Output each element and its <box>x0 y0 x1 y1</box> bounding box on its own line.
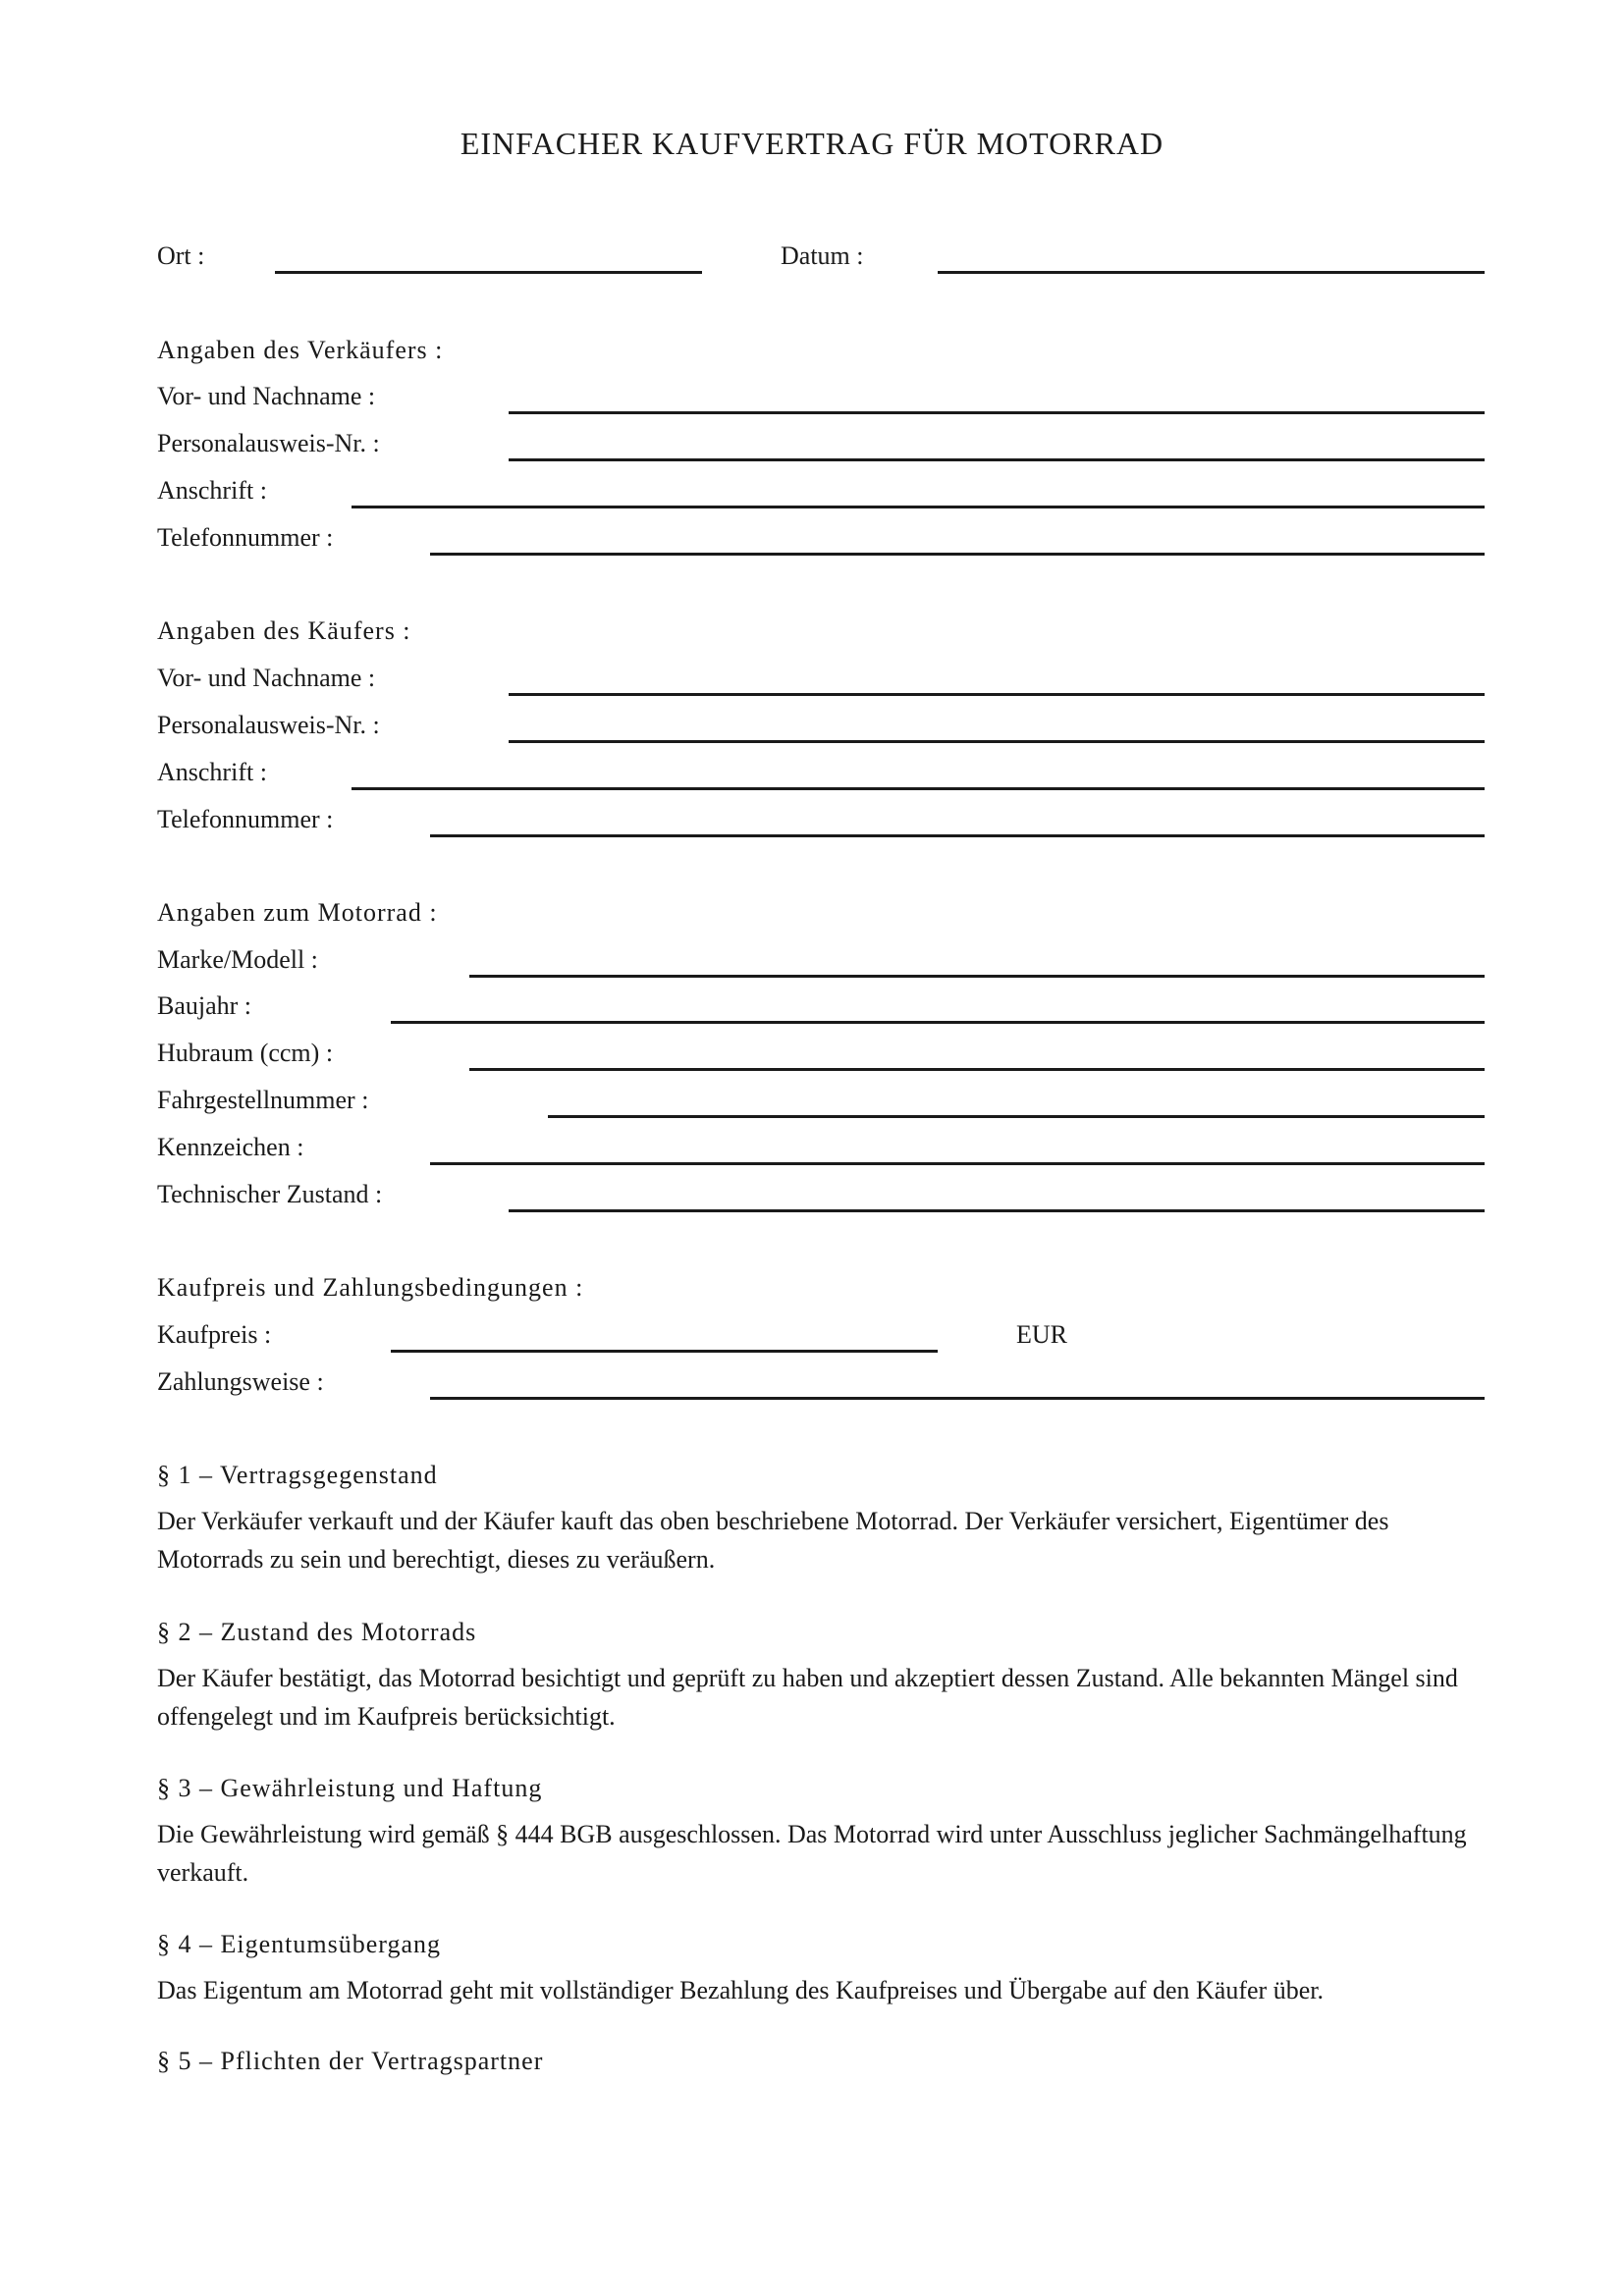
seller-name-label: Vor- und Nachname : <box>157 382 376 410</box>
section-1-heading: § 1 – Vertragsgegenstand <box>157 1461 438 1489</box>
seller-name-field[interactable] <box>509 411 1485 414</box>
vin-field[interactable] <box>548 1115 1485 1118</box>
buyer-phone-field[interactable] <box>430 834 1485 837</box>
buyer-id-field[interactable] <box>509 740 1485 743</box>
buyer-name-label: Vor- und Nachname : <box>157 664 376 692</box>
section-1-text: Der Verkäufer verkauft und der Käufer kauft das oben beschriebene Motorrad. Der Verkäufer versichert, Eigentümer des Motorrads zu sein und berechtigt, dieses zu veräußern. <box>157 1507 1389 1574</box>
datum-label: Datum : <box>781 241 864 270</box>
plate-label: Kennzeichen : <box>157 1133 304 1161</box>
condition-label: Technischer Zustand : <box>157 1180 383 1208</box>
seller-id-label: Personalausweis-Nr. : <box>157 429 380 457</box>
payment-method-label: Zahlungsweise : <box>157 1367 324 1396</box>
seller-address-label: Anschrift : <box>157 476 267 505</box>
section-2-heading: § 2 – Zustand des Motorrads <box>157 1618 477 1646</box>
price-label: Kaufpreis : <box>157 1320 272 1349</box>
ort-label: Ort : <box>157 241 205 270</box>
section-5-heading: § 5 – Pflichten der Vertragspartner <box>157 2047 544 2075</box>
payment-heading: Kaufpreis und Zahlungsbedingungen : <box>157 1273 584 1302</box>
year-field[interactable] <box>391 1021 1485 1024</box>
section-4-text: Das Eigentum am Motorrad geht mit vollständiger Bezahlung des Kaufpreises und Übergabe auf den Käufer über. <box>157 1976 1324 2004</box>
seller-phone-field[interactable] <box>430 553 1485 556</box>
buyer-heading: Angaben des Käufers : <box>157 616 411 645</box>
datum-field[interactable] <box>938 271 1485 274</box>
seller-heading: Angaben des Verkäufers : <box>157 336 444 364</box>
plate-field[interactable] <box>430 1162 1485 1165</box>
payment-method-field[interactable] <box>430 1397 1485 1400</box>
motorcycle-heading: Angaben zum Motorrad : <box>157 898 438 927</box>
price-field[interactable] <box>391 1350 938 1353</box>
displacement-field[interactable] <box>469 1068 1485 1071</box>
brand-field[interactable] <box>469 975 1485 978</box>
section-4-heading: § 4 – Eigentumsübergang <box>157 1930 441 1958</box>
brand-label: Marke/Modell : <box>157 945 318 974</box>
seller-address-field[interactable] <box>352 506 1485 508</box>
buyer-id-label: Personalausweis-Nr. : <box>157 711 380 739</box>
document-title: EINFACHER KAUFVERTRAG FÜR MOTORRAD <box>460 126 1164 161</box>
section-3-heading: § 3 – Gewährleistung und Haftung <box>157 1774 543 1802</box>
ort-field[interactable] <box>275 271 702 274</box>
vin-label: Fahrgestellnummer : <box>157 1086 369 1114</box>
buyer-phone-label: Telefonnummer : <box>157 805 334 833</box>
buyer-name-field[interactable] <box>509 693 1485 696</box>
displacement-label: Hubraum (ccm) : <box>157 1039 334 1067</box>
buyer-address-field[interactable] <box>352 787 1485 790</box>
section-3-text: Die Gewährleistung wird gemäß § 444 BGB ausgeschlossen. Das Motorrad wird unter Ausschluss jeglicher Sachmängelhaftung verkauft. <box>157 1820 1467 1887</box>
section-2-text: Der Käufer bestätigt, das Motorrad besichtigt und geprüft zu haben und akzeptiert dessen Zustand. Alle bekannten Mängel sind offengelegt und im Kaufpreis berücksichtigt. <box>157 1664 1458 1731</box>
year-label: Baujahr : <box>157 991 252 1020</box>
seller-phone-label: Telefonnummer : <box>157 523 334 552</box>
buyer-address-label: Anschrift : <box>157 758 267 786</box>
condition-field[interactable] <box>509 1209 1485 1212</box>
currency-label: EUR <box>1016 1320 1067 1349</box>
seller-id-field[interactable] <box>509 458 1485 461</box>
